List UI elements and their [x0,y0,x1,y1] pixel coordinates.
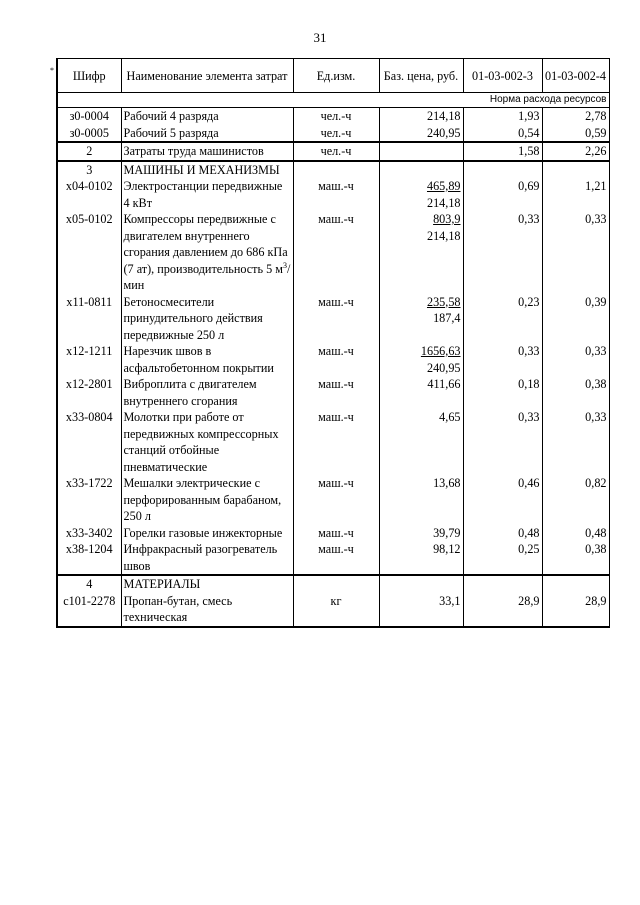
row-name [121,211,293,294]
row-value-2: 0,48 [542,525,609,542]
table-row [57,409,609,475]
row-code: х33-3402 [57,525,121,542]
row-code: х11-0811 [57,294,121,344]
row-price-main: 1656,63 [420,344,461,358]
row-value-2: 0,59 [542,125,609,143]
table-row [57,475,609,525]
subheader-label: Норма расхода ресурсов [57,93,609,108]
table-row [57,142,609,161]
row-value-1: 0,25 [463,541,542,575]
row-code: з0-0004 [57,108,121,125]
table-header-row [57,59,609,93]
row-price-main: 235,58 [426,294,461,309]
row-price [379,343,463,376]
table-row [57,178,609,211]
table-row [57,541,609,575]
section-title: МАШИНЫ И МЕХАНИЗМЫ [121,161,293,179]
header-code: Шифр [57,59,121,93]
row-code: х33-0804 [57,409,121,475]
header-col1: 01-03-002-3 [463,59,542,93]
row-unit: чел.-ч [293,125,379,143]
table-row [57,343,609,376]
row-value-2: 0,38 [542,376,609,409]
row-value-2: 0,33 [542,343,609,376]
row-value-2: 0,39 [542,294,609,344]
row-price-secondary: 214,18 [426,195,461,210]
row-value-1: 0,69 [463,178,542,211]
row-unit: маш.-ч [293,211,379,294]
row-value-1: 0,23 [463,294,542,344]
row-name: Виброплита с двигателем внутреннего сгорания [121,376,293,409]
row-name-text: Компрессоры передвижные с двигателем внутреннего сгорания давлением до 686 кПа (7 ат), производительность 5 м [123,212,288,276]
row-value-1: 0,33 [463,211,542,294]
row-price [379,142,463,161]
row-name: Бетоносмесители принудительного действия передвижные 250 л [121,294,293,344]
table-row [57,376,609,409]
row-value-2: 0,82 [542,475,609,525]
row-unit: маш.-ч [293,376,379,409]
row-value-1: 0,18 [463,376,542,409]
row-code: х04-0102 [57,178,121,211]
row-code: х38-1204 [57,541,121,575]
row-code: з0-0005 [57,125,121,143]
row-unit: чел.-ч [293,142,379,161]
corner-mark: * [50,66,54,75]
row-value-2: 0,38 [542,541,609,575]
row-code: х33-1722 [57,475,121,525]
section-title: МАТЕРИАЛЫ [121,575,293,593]
row-unit: чел.-ч [293,108,379,125]
row-price: 39,79 [379,525,463,542]
table-row [57,294,609,344]
table-row [57,593,609,627]
row-value-2: 0,33 [542,211,609,294]
row-value-1: 0,54 [463,125,542,143]
row-code: х12-1211 [57,343,121,376]
row-price [379,294,463,344]
row-price-secondary: 187,4 [433,311,461,325]
row-name: Затраты труда машинистов [121,142,293,161]
row-value-1: 0,33 [463,409,542,475]
row-code: х12-2801 [57,376,121,409]
row-price: 214,18 [379,108,463,125]
row-code: 2 [57,142,121,161]
table-row [57,108,609,125]
row-name-sup: 3 [282,260,287,270]
row-value-2: 1,21 [542,178,609,211]
row-name-end: /мин [123,261,291,292]
row-name: Нарезчик швов в асфальтобетонном покрытии [121,343,293,376]
row-price: 411,66 [379,376,463,409]
row-code: х05-0102 [57,211,121,294]
row-price-main: 803,9 [433,212,461,226]
row-name: Электростанции передвижные 4 кВт [121,178,293,211]
section-row [57,575,609,593]
header-unit: Ед.изм. [293,59,379,93]
row-price: 240,95 [379,125,463,143]
row-price-main: 465,89 [426,179,461,193]
row-name: Рабочий 4 разряда [121,108,293,125]
table-row [57,525,609,542]
row-value-1: 0,33 [463,343,542,376]
row-name: Инфракрасный разогреватель швов [121,541,293,575]
row-price: 33,1 [379,593,463,627]
header-price: Баз. цена, руб. [379,59,463,93]
row-name: Горелки газовые инжекторные [121,525,293,542]
row-value-2: 28,9 [542,593,609,627]
row-value-2: 2,26 [542,142,609,161]
row-unit: маш.-ч [293,541,379,575]
row-price: 13,68 [379,475,463,525]
row-name: Рабочий 5 разряда [121,125,293,143]
row-unit: маш.-ч [293,294,379,344]
row-unit: кг [293,593,379,627]
row-price [379,178,463,211]
row-price-secondary: 240,95 [426,360,461,375]
section-row [57,161,609,179]
row-name: Пропан-бутан, смесь техническая [121,593,293,627]
row-unit: маш.-ч [293,409,379,475]
row-code: с101-2278 [57,593,121,627]
row-price: 4,65 [379,409,463,475]
page-number: 31 [313,30,327,45]
row-value-2: 2,78 [542,108,609,125]
row-price: 98,12 [379,541,463,575]
header-name: Наименование элемента затрат [121,59,293,93]
row-value-1: 28,9 [463,593,542,627]
row-value-1: 0,48 [463,525,542,542]
resource-norms-table [56,58,610,628]
row-unit: маш.-ч [293,475,379,525]
row-name: Молотки при работе от передвижных компрессорных станций отбойные пневматические [121,409,293,475]
section-code: 3 [57,161,121,179]
row-value-1: 1,93 [463,108,542,125]
table-row [57,211,609,294]
row-value-1: 0,46 [463,475,542,525]
row-value-2: 0,33 [542,409,609,475]
row-price [379,211,463,294]
header-col2: 01-03-002-4 [542,59,609,93]
row-price-secondary: 214,18 [426,228,461,243]
row-unit: маш.-ч [293,178,379,211]
row-unit: маш.-ч [293,343,379,376]
table-row [57,125,609,143]
row-name: Мешалки электрические с перфорированным барабаном, 250 л [121,475,293,525]
row-value-1: 1,58 [463,142,542,161]
row-unit: маш.-ч [293,525,379,542]
section-code: 4 [57,575,121,593]
subheader-row [57,93,609,108]
